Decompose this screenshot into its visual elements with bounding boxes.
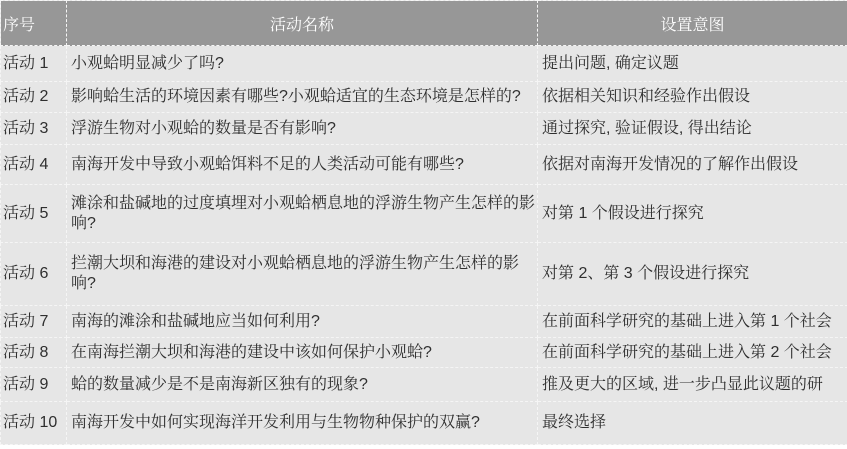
- cell-intent: 在前面科学研究的基础上进入第 1 个社会: [538, 306, 847, 338]
- cell-seq: 活动 9: [1, 368, 67, 402]
- header-cell-intent: 设置意图: [538, 1, 847, 46]
- table-row: [1, 113, 847, 145]
- cell-seq: 活动 7: [1, 306, 67, 338]
- cell-seq: 活动 4: [1, 145, 67, 185]
- table-row: [1, 185, 847, 243]
- cell-seq: 活动 6: [1, 243, 67, 306]
- cell-intent: 通过探究, 验证假设, 得出结论: [538, 113, 847, 145]
- cell-intent: 提出问题, 确定议题: [538, 46, 847, 82]
- cell-intent: 最终选择: [538, 402, 847, 445]
- table-header: [1, 1, 847, 46]
- cell-name: 拦潮大坝和海港的建设对小观蛤栖息地的浮游生物产生怎样的影响?: [67, 243, 538, 306]
- header-cell-name: 活动名称: [67, 1, 538, 46]
- cell-name: 影响蛤生活的环境因素有哪些?小观蛤适宜的生态环境是怎样的?: [67, 82, 538, 113]
- cell-intent: 依据相关知识和经验作出假设: [538, 82, 847, 113]
- table-row: [1, 338, 847, 368]
- table-row: [1, 243, 847, 306]
- table-row: [1, 46, 847, 82]
- cell-seq: 活动 1: [1, 46, 67, 82]
- cell-name: 蛤的数量减少是不是南海新区独有的现象?: [67, 368, 538, 402]
- cell-name: 南海的滩涂和盐碱地应当如何利用?: [67, 306, 538, 338]
- cell-name: 南海开发中导致小观蛤饵料不足的人类活动可能有哪些?: [67, 145, 538, 185]
- table-row: [1, 82, 847, 113]
- cell-seq: 活动 8: [1, 338, 67, 368]
- table-body: [1, 46, 847, 445]
- cell-seq: 活动 5: [1, 185, 67, 243]
- table-row: [1, 368, 847, 402]
- cell-intent: 依据对南海开发情况的了解作出假设: [538, 145, 847, 185]
- cell-intent: 对第 1 个假设进行探究: [538, 185, 847, 243]
- cell-name: 在南海拦潮大坝和海港的建设中该如何保护小观蛤?: [67, 338, 538, 368]
- cell-seq: 活动 10: [1, 402, 67, 445]
- cell-name: 南海开发中如何实现海洋开发利用与生物物种保护的双赢?: [67, 402, 538, 445]
- table-row: [1, 306, 847, 338]
- cell-seq: 活动 2: [1, 82, 67, 113]
- cell-intent: 推及更大的区域, 进一步凸显此议题的研: [538, 368, 847, 402]
- table-row: [1, 402, 847, 445]
- cell-intent: 在前面科学研究的基础上进入第 2 个社会: [538, 338, 847, 368]
- cell-seq: 活动 3: [1, 113, 67, 145]
- cell-name: 小观蛤明显减少了吗?: [67, 46, 538, 82]
- header-cell-seq: 序号: [1, 1, 67, 46]
- cell-name: 浮游生物对小观蛤的数量是否有影响?: [67, 113, 538, 145]
- header-row: [1, 1, 847, 46]
- cell-intent: 对第 2、第 3 个假设进行探究: [538, 243, 847, 306]
- table-row: [1, 145, 847, 185]
- cell-name: 滩涂和盐碱地的过度填埋对小观蛤栖息地的浮游生物产生怎样的影响?: [67, 185, 538, 243]
